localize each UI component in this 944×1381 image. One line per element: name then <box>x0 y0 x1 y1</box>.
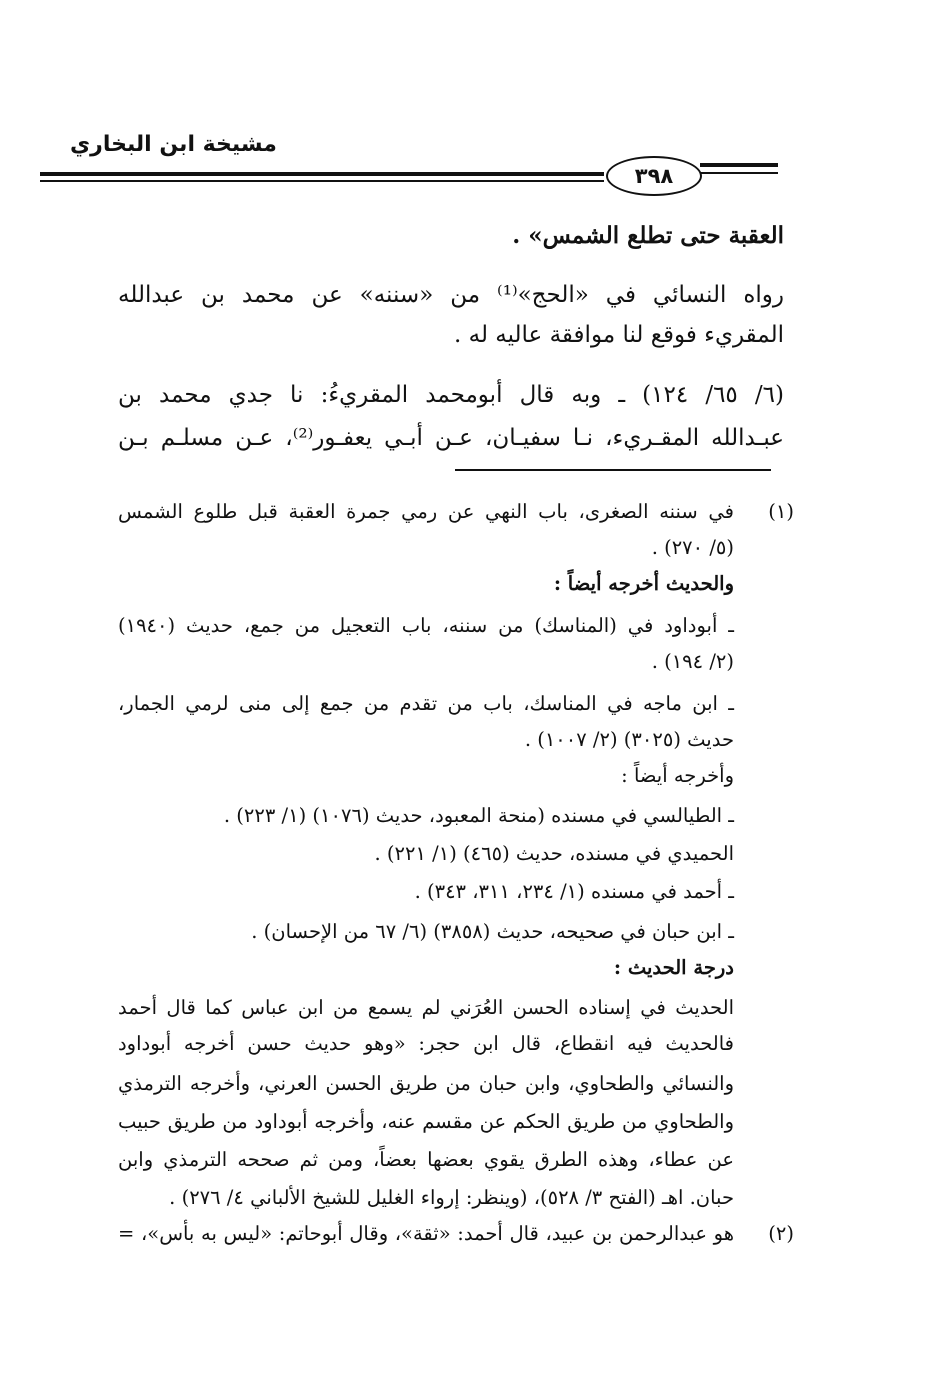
header-rule-right-thick <box>700 163 778 167</box>
footnote-line: الحميدي في مسنده، حديث (٤٦٥) (١/ ٢٢١) . <box>374 842 734 865</box>
footnote-marker: (٢) <box>768 1222 794 1245</box>
footnote-line: ـ ابن ماجه في المناسك، باب من تقدم من جمع إلى منى لرمي الجمار، <box>118 692 734 715</box>
footnote-line: هو عبدالرحمن بن عبيد، قال أحمد: «ثقة»، وقال أبوحاتم: «ليس به بأس»، = <box>118 1222 734 1245</box>
footnote-line: ـ ابن حبان في صحيحه، حديث (٣٨٥٨) (٦/ ٦٧ من الإحسان) . <box>251 920 734 943</box>
footnote-line: فالحديث فيه انقطاع، قال ابن حجر: «وهو حديث حسن أخرجه أبوداود <box>118 1032 734 1055</box>
paragraph-line: المقريء فوقع لنا موافقة عاليه له . <box>454 322 784 348</box>
footnote-line: درجة الحديث : <box>613 956 734 979</box>
paragraph-line: (٦/ ٦٥/ ١٢٤) ـ وبه قال أبومحمد المقريءُ: نا جدي محمد بن <box>118 382 784 408</box>
header-rule-right-thin <box>700 172 778 174</box>
footnote-line: حبان. اهـ (الفتح ٣/ ٥٢٨)، (وينظر: إرواء الغليل للشيخ الألباني ٤/ ٢٧٦) . <box>169 1186 734 1209</box>
footnote-line: ـ الطيالسي في مسنده (منحة المعبود، حديث (١٠٧٦) (١/ ٢٢٣) . <box>223 804 734 827</box>
footnote-line: (٢/ ١٩٤) . <box>651 650 734 673</box>
header-rule-left-thick <box>40 172 604 176</box>
footnote-line: وأخرجه أيضاً : <box>621 764 734 787</box>
paragraph-line: العقبة حتى تطلع الشمس» . <box>512 222 784 249</box>
paragraph-line: رواه النسائي في «الحج»⁽¹⁾ من «سننه» عن محمد بن عبدالله <box>118 282 784 308</box>
footnote-line: في سننه الصغرى، باب النهي عن رمي جمرة العقبة قبل طلوع الشمس <box>118 500 734 523</box>
footnote-separator <box>455 469 771 471</box>
footnote-line: (٥/ ٢٧٠) . <box>651 536 734 559</box>
page-number: ٣٩٨ <box>606 156 702 196</box>
header-rule-left-thin <box>40 180 604 182</box>
footnote-line: ـ أحمد في مسنده (١/ ٢٣٤، ٣١١، ٣٤٣) . <box>414 880 734 903</box>
footnote-line: والطحاوي من طريق الحكم عن مقسم عنه، وأخرجه أبوداود من طريق حبيب <box>118 1110 734 1133</box>
footnote-line: الحديث في إسناده الحسن العُرَني لم يسمع من ابن عباس كما قال أحمد <box>118 996 734 1019</box>
footnote-line: حديث (٣٠٢٥) (٢/ ١٠٠٧) . <box>524 728 734 751</box>
footnote-marker: (١) <box>768 500 794 523</box>
footnote-line: والحديث أخرجه أيضاً : <box>553 572 734 595</box>
paragraph-line: عبـدالله المقـريء، نـا سفيـان، عـن أبـي يعفـور⁽²⁾، عـن مسلـم بـن <box>118 425 785 451</box>
footnote-line: ـ أبوداود في (المناسك) من سننه، باب التعجيل من جمع، حديث (١٩٤٠) <box>118 614 734 637</box>
footnote-line: والنسائي والطحاوي، وابن حبان من طريق الحسن العرني، وأخرجه الترمذي <box>118 1072 734 1095</box>
running-header-title: مشيخة ابن البخاري <box>70 132 277 157</box>
footnote-line: عن عطاء، وهذه الطرق يقوي بعضها بعضاً، ومن ثم صححه الترمذي وابن <box>118 1148 734 1171</box>
